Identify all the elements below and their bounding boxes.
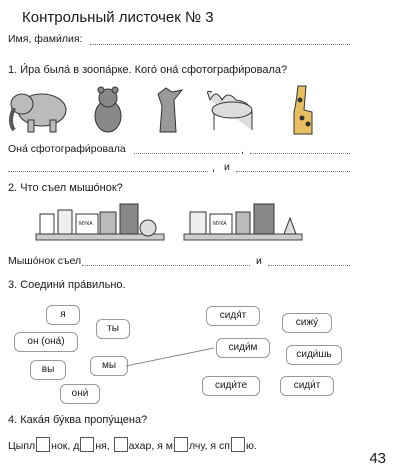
q1-conj: и: [224, 161, 230, 173]
wolf-image: [158, 88, 182, 132]
shelf-label-right: МУКА: [213, 221, 227, 227]
missing-letter-box-4[interactable]: [174, 437, 188, 452]
pronoun-oni[interactable]: они́: [60, 384, 100, 404]
missing-letter-box-5[interactable]: [231, 437, 245, 452]
pronoun-ya[interactable]: я: [46, 305, 80, 325]
pronoun-ty[interactable]: ты: [96, 319, 130, 339]
missing-letter-box-1[interactable]: [36, 437, 50, 452]
q2-conj: и: [256, 255, 262, 267]
name-line[interactable]: [90, 44, 350, 45]
missing-letter-box-3[interactable]: [114, 437, 128, 452]
pronoun-vy[interactable]: вы: [30, 360, 66, 380]
question-1: 1. И́ра была́ в зоопа́рке. Кого́ она́ сфотографи́ровала?: [8, 64, 288, 76]
verb-sidyat[interactable]: сидя́т: [206, 306, 260, 326]
shelf-right: [184, 204, 302, 240]
pronoun-on-ona[interactable]: он (она́): [14, 332, 78, 352]
missing-letter-box-2[interactable]: [80, 437, 94, 452]
page-number: 43: [369, 450, 386, 467]
name-label: Имя, фами́лия:: [8, 33, 83, 45]
bear-image: [95, 87, 121, 132]
shelves-illustration: [0, 200, 400, 248]
worksheet-title: Контрольный листочек № 3: [22, 9, 214, 26]
verb-sizhu[interactable]: сижу́: [282, 313, 332, 333]
question-2: 2. Что съел мышо́нок?: [8, 182, 123, 194]
q1-answer-line-4[interactable]: [236, 171, 350, 172]
verb-sidit[interactable]: сиди́т: [280, 376, 334, 396]
question-4: 4. Кака́я бу́ква пропу́щена?: [8, 414, 148, 426]
q1-answer-line-2[interactable]: [250, 153, 350, 154]
elephant-image: [11, 94, 66, 132]
q1-answer-label: Она́ сфотографи́ровала: [8, 143, 126, 155]
giraffe-image: [294, 86, 312, 134]
q1-answer-line-1[interactable]: [134, 153, 239, 154]
verb-sidish[interactable]: сиди́шь: [286, 345, 342, 365]
pronoun-my[interactable]: мы: [90, 356, 128, 376]
verb-sidim[interactable]: сиди́м: [216, 338, 270, 358]
q2-answer-line-1[interactable]: [82, 265, 250, 266]
animals-illustration: [0, 82, 400, 142]
shelf-label-left: МУКА: [79, 221, 93, 227]
example-connector: [0, 340, 400, 380]
question-3: 3. Соедини́ пра́вильно.: [8, 279, 126, 291]
shelf-left: [36, 204, 164, 240]
verb-sidite[interactable]: сиди́те: [202, 376, 260, 396]
q2-answer-label: Мышо́нок съел: [8, 255, 82, 267]
q1-answer-line-3[interactable]: [8, 171, 208, 172]
q4-words: Цыпл нок, д ня, ахар, я м лчу, я сп ю.: [8, 437, 257, 452]
camel-image: [208, 91, 253, 130]
q2-answer-line-2[interactable]: [268, 265, 350, 266]
